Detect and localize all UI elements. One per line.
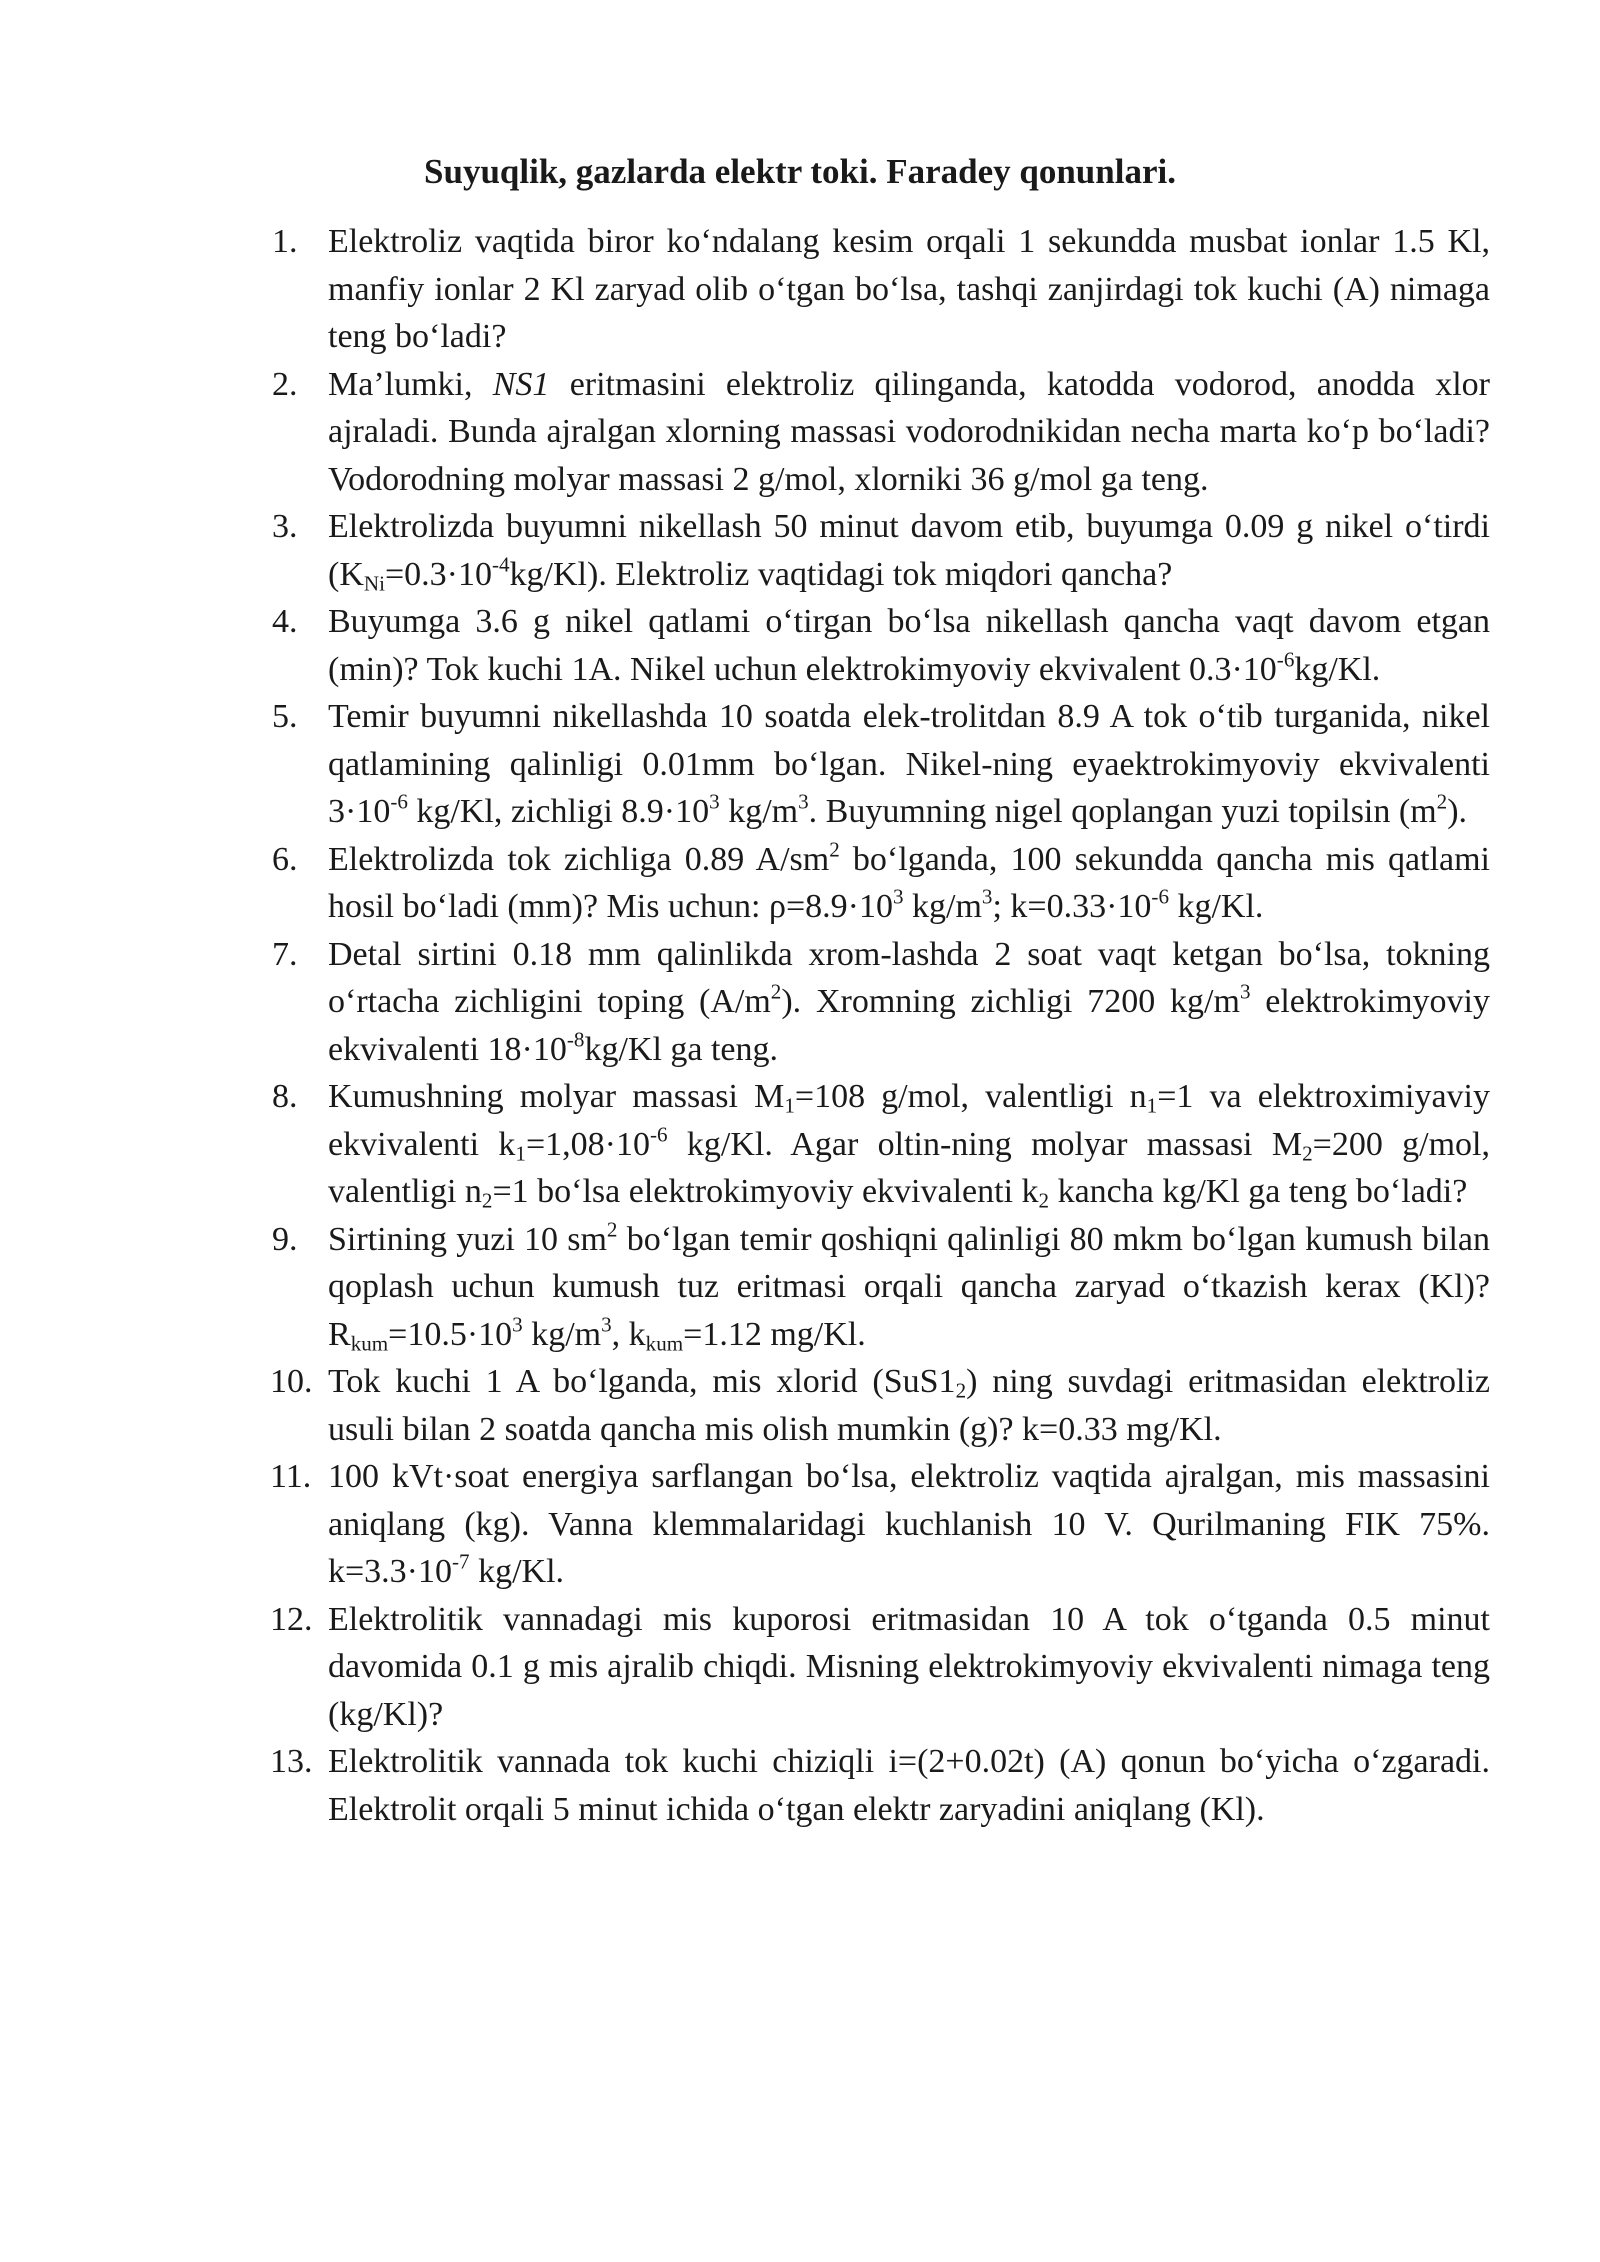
item-number: 9. xyxy=(272,1220,298,1258)
list-item xyxy=(272,836,1490,931)
list-item xyxy=(272,1738,1490,1833)
item-text: Elektrolitik vannadagi mis kuporosi eritmasidan 10 A tok o‘tganda 0.5 minut davomida 0.1 g mis ajralib chiqdi. Misning elektrokimyoviy ekvivalenti nimaga teng (kg/Kl)? xyxy=(328,1600,1490,1733)
item-text: Tok kuchi 1 A bo‘lganda, mis xlorid $(SuS1_2)$ ning suvdagi eritmasidan elektroliz usuli bilan 2 soatda qancha mis olish mumkin (g)? k=0.33 mg/Kl. xyxy=(328,1363,1491,1448)
item-number: 1. xyxy=(272,223,298,260)
item-text: Sirtining yuzi 10 $sm^2$ bo‘lgan temir qoshiqni qalinligi 80 mkm bo‘lgan kumush bilan qoplash uchun kumush tuz eritmasi orqali qancha zaryad o‘tkazish kerax (Kl)? $R_{kum}=10.5\cdot 10^3$ $kg/m^3$, $k_{kum}=1.12$ mg/Kl. xyxy=(328,1216,1490,1355)
item-number: 2. xyxy=(272,365,298,403)
item-text: 100 kVt·soat energiya sarflangan bo‘lsa, elektroliz vaqtida ajralgan, mis massasini aniqlang (kg). Vanna klemmalaridagi kuchlanish 10 V. Qurilmaning FIK 75%. $k=3.3\cdot 10^{-7}$ kg/Kl. xyxy=(328,1458,1490,1590)
item-text: Elektroliz vaqtida biror ko‘ndalang kesim orqali 1 sekundda musbat ionlar 1.5 Kl, manfiy ionlar 2 Kl zaryad olib o‘tgan bo‘lsa, tashqi zanjirdagi tok kuchi (A) nimaga teng bo‘ladi? xyxy=(328,223,1490,355)
item-number: 4. xyxy=(272,603,298,640)
list-item xyxy=(272,1453,1490,1596)
item-text: Detal sirtini 0.18 mm qalinlikda xrom-lashda 2 soat vaqt ketgan bo‘lsa, tokning o‘rtacha zichligini toping $(A/m^2)$. Xromning zichligi 7200 $kg/m^3$ elektrokimyoviy ekvivalenti $18\cdot 10^{-8}kg/Kl$ ga teng. xyxy=(328,935,1491,1068)
item-text: Buyumga 3.6 g nikel qatlami o‘tirgan bo‘lsa nikellash qancha vaqt davom etgan (min)? Tok kuchi 1A. Nikel uchun elektrokimyoviy ekvivalent $0.3\cdot 10^{-6}kg/Kl$. xyxy=(328,603,1490,688)
item-text: Temir buyumni nikellashda 10 soatda elek-trolitdan 8.9 A tok o‘tib turganida, nikel qatlamining qalinligi 0.01mm bo‘lgan. Nikel-ning eyaektrokimyoviy ekvivalenti $3\cdot 10^{-6}$ kg/Kl, zichligi $8.9\cdot 10^3$ $kg/m^3$. Buyumning nigel qoplangan yuzi topilsin $(m^2)$. xyxy=(328,698,1490,830)
list-item xyxy=(272,218,1490,361)
item-number: 8. xyxy=(272,1078,298,1115)
item-text: Ma’lumki, NS1 eritmasini elektroliz qilinganda, katodda vodorod, anodda xlor ajraladi. Bunda ajralgan xlorning massasi vodorodnikidan necha marta ko‘p bo‘ladi? Vodorodning molyar massasi 2 g/mol, xlorniki 36 g/mol ga teng. xyxy=(328,365,1490,498)
item-number: 13. xyxy=(270,1743,313,1780)
item-text: Elektrolizda tok zichliga 0.89 $A/sm^2$ bo‘lganda, 100 sekundda qancha mis qatlami hosil bo‘ladi (mm)? Mis uchun: $\rho=8.9\cdot 10^3$ $kg/m^3$; $k=0.33\cdot 10^{-6}$ kg/Kl. xyxy=(328,836,1490,925)
list-item xyxy=(272,1358,1490,1453)
list-item xyxy=(272,598,1490,693)
item-number: 3. xyxy=(272,508,298,545)
list-item xyxy=(272,1596,1490,1739)
list-item xyxy=(272,1216,1490,1359)
list-item xyxy=(272,503,1490,598)
list-item xyxy=(272,361,1490,504)
item-number: 6. xyxy=(272,840,298,878)
item-number: 5. xyxy=(272,698,298,735)
list-item xyxy=(272,1073,1490,1216)
item-number: 10. xyxy=(270,1363,313,1400)
item-text: Elektrolitik vannada tok kuchi chiziqli i=(2+0.02t) (A) qonun bo‘yicha o‘zgaradi. Elektrolit orqali 5 minut ichida o‘tgan elektr zaryadini aniqlang (Kl). xyxy=(328,1743,1490,1828)
list-item xyxy=(272,693,1490,836)
item-text: Kumushning molyar massasi $M_1=108$ g/mol, valentligi $n_1=1$ va elektroximiyaviy ekvivalenti $k_1=1,08\cdot 10^{-6}$ kg/Kl. Agar oltin-ning molyar massasi $M_2=200$ g/mol, valentligi $n_2=1$ bo‘lsa elektrokimyoviy ekvivalenti $k_2$ kancha kg/Kl ga teng bo‘ladi? xyxy=(328,1078,1491,1213)
problem-list xyxy=(272,218,1490,1833)
list-item xyxy=(272,931,1490,1074)
item-number: 11. xyxy=(270,1458,312,1495)
item-number: 7. xyxy=(272,935,298,973)
item-text: Elektrolizda buyumni nikellash 50 minut davom etib, buyumga 0.09 g nikel o‘tirdi $(K_{Ni}=0.3\cdot 10^{-4}kg/Kl)$. Elektroliz vaqtidagi tok miqdori qancha? xyxy=(328,508,1490,595)
page-title: Suyuqlik, gazlarda elektr toki. Faradey qonunlari. xyxy=(424,152,1176,191)
item-number: 12. xyxy=(270,1600,313,1638)
